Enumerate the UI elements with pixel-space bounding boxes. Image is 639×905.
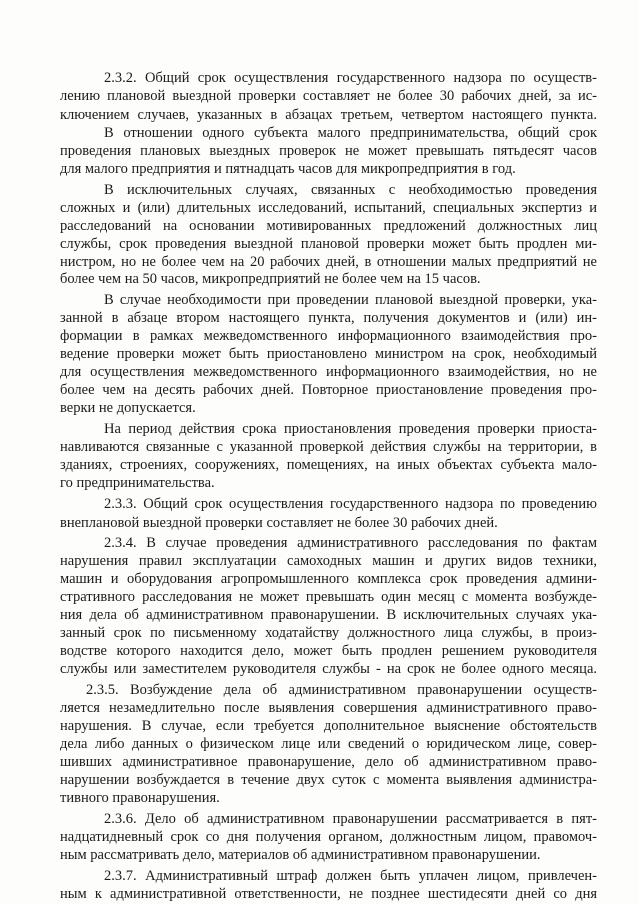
text-line: В случае необходимости при проведении плановой выездной проверки, ука-	[104, 292, 597, 308]
text-line: зданиях, строениях, сооружениях, помещениях, на иных объектах субъекта мало-	[60, 457, 597, 473]
text-line: ключением случаев, указанных в абзацах третьем, четвертом настоящего пункта.	[60, 107, 597, 123]
text-line: 2.3.5. Возбуждение дела об административном правонарушении осуществ-	[86, 682, 597, 698]
text-line: ния дела об административном правонарушении. В исключительных случаях ука-	[60, 607, 597, 623]
text-line: В исключительных случаях, связанных с необходимостью проведения	[104, 182, 597, 198]
text-line: стративного расследования не может превышать один месяц с момента возбужде-	[60, 589, 597, 605]
text-line: лению плановой выездной проверки составляет не более 30 рабочих дней, за ис-	[60, 88, 597, 104]
text-line: 2.3.3. Общий срок осуществления государственного надзора по проведению	[104, 496, 597, 512]
text-line: ным рассматривать дело, материалов об административном правонарушении.	[60, 847, 541, 863]
text-line: нарушении возбуждается в течение двух суток с момента выявления администра-	[60, 772, 597, 788]
text-line: для малого предприятия и пятнадцать часов для микропредприятия в год.	[60, 161, 516, 177]
text-line: 2.3.7. Административный штраф должен быть уплачен лицом, привлечен-	[104, 868, 597, 884]
text-line: На период действия срока приостановления проведения проверки приоста-	[104, 421, 597, 437]
text-line: более чем на десять рабочих дней. Повторное приостановление проведения про-	[60, 382, 597, 398]
text-line: занный срок по письменному ходатайству должностного лица службы, в произ-	[60, 625, 597, 641]
text-line: сложных и (или) длительных исследований, испытаний, специальных экспертиз и	[60, 200, 597, 216]
text-line: 2.3.4. В случае проведения административного расследования по фактам	[104, 535, 597, 551]
text-line: го предпринимательства.	[60, 475, 215, 491]
text-line: более чем на 50 часов, микропредприятий не более чем на 15 часов.	[60, 271, 481, 287]
text-line: водстве которого находится дело, может быть продлен решением руководителя	[60, 643, 597, 659]
text-line: верки не допускается.	[60, 400, 196, 416]
text-line: дела либо данных о физическом лице или сведений о юридическом лице, совер-	[60, 736, 597, 752]
text-line: службы, срок проведения выездной плановой проверки может быть продлен ми-	[60, 236, 597, 252]
text-line: нарушения. В случае, если требуется дополнительное выяснение обстоятельств	[60, 718, 597, 734]
text-line: ным к административной ответственности, не позднее шестидесяти дней со дня	[60, 886, 597, 902]
text-line: 2.3.2. Общий срок осуществления государственного надзора по осуществ-	[104, 70, 597, 86]
text-line: В отношении одного субъекта малого предпринимательства, общий срок	[104, 125, 597, 141]
text-line: 2.3.6. Дело об административном правонарушении рассматривается в пят-	[104, 811, 597, 827]
text-line: тивного правонарушения.	[60, 790, 220, 806]
text-line: нарушения правил эксплуатации самоходных машин и других видов техники,	[60, 553, 597, 569]
text-line: для осуществления межведомственного информационного взаимодействия, но не	[60, 364, 597, 380]
text-line: надцатидневный срок со дня получения органом, должностным лицом, правомоч-	[60, 829, 597, 845]
text-line: службы или заместителем руководителя службы - на срок не более одного месяца.	[60, 661, 597, 677]
text-line: занной в абзаце втором настоящего пункта, получения документов и (или) ин-	[60, 310, 597, 326]
text-line: нистром, но не более чем на 20 рабочих дней, в отношении малых предприятий не	[60, 254, 597, 270]
text-line: навливаются связанные с указанной проверкой действия службы на территории, в	[60, 439, 597, 455]
text-line: ведение проверки может быть приостановлено министром на срок, необходимый	[60, 346, 597, 362]
text-line: расследований на основании мотивированных предложений должностных лиц	[60, 218, 597, 234]
text-line: шивших административное правонарушение, дело об административном право-	[60, 754, 597, 770]
text-line: проведения плановых выездных проверок не может превышать пятьдесят часов	[60, 143, 597, 159]
text-line: внеплановой выездной проверки составляет не более 30 рабочих дней.	[60, 515, 498, 531]
text-line: формации в рамках межведомственного информационного взаимодействия про-	[60, 328, 597, 344]
text-line: ляется незамедлительно после выявления совершения административного право-	[60, 700, 597, 716]
text-line: машин и оборудования агропромышленного комплекса срок проведения админи-	[60, 571, 597, 587]
